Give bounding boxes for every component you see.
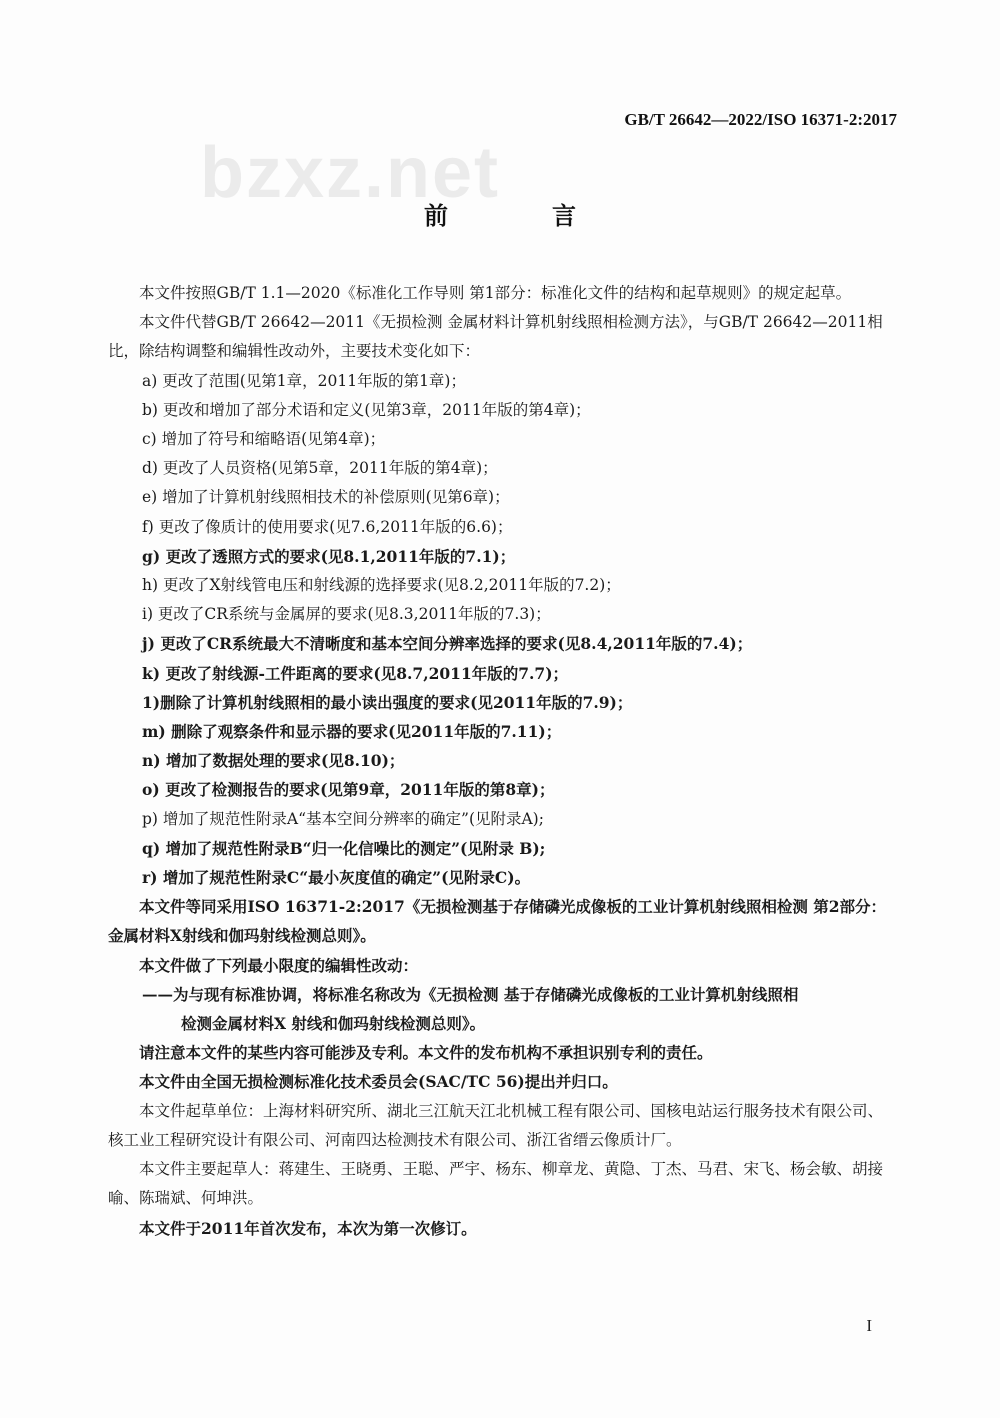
publication-history: 本文件于2011年首次发布，本次为第一次修订。 <box>139 1218 477 1238</box>
edit-item-line-1: ——为与现有标准协调，将标准名称改为《无损检测 基于存储磷光成像板的工业计算机射线照相 <box>142 984 799 1004</box>
edit-intro: 本文件做了下列最小限度的编辑性改动： <box>139 955 419 975</box>
adoption-statement: 本文件等同采用ISO 16371-2:2017《无损检测基于存储磷光成像板的工业计算机射线照相检测 第2部分：金属材料X射线和伽玛射线检测总则》。 <box>108 897 887 946</box>
change-item-q: q) 增加了规范性附录B“归一化信噪比的测定”(见附录 B); <box>142 838 546 858</box>
change-item-e: e) 增加了计算机射线照相技术的补偿原则(见第6章)； <box>142 488 510 507</box>
change-item-d: d) 更改了人员资格(见第5章，2011年版的第4章)； <box>142 459 498 478</box>
patent-notice: 请注意本文件的某些内容可能涉及专利。本文件的发布机构不承担识别专利的责任。 <box>139 1043 713 1063</box>
change-item-b: b) 更改和增加了部分术语和定义(见第3章，2011年版的第4章)； <box>142 400 591 419</box>
drafters: 本文件主要起草人：蒋建生、王晓勇、王聪、严宇、杨东、柳章龙、黄隐、丁杰、马君、宋飞、杨会敏、胡接喻、陈瑞斌、何坤洪。 <box>108 1160 884 1208</box>
change-item-i: i) 更改了CR系统与金属屏的要求(见8.3,2011年版的7.3)； <box>142 605 551 624</box>
page-number: I <box>866 1316 872 1335</box>
change-item-m: m) 删除了观察条件和显示器的要求(见2011年版的7.11)； <box>142 722 562 742</box>
document-body <box>108 279 898 1243</box>
change-item-g: g) 更改了透照方式的要求(见8.1,2011年版的7.1)； <box>142 546 516 566</box>
edit-item-line-2: 检测金属材料X 射线和伽玛射线检测总则》。 <box>181 1014 486 1034</box>
change-item-r: r) 增加了规范性附录C“最小灰度值的确定”(见附录C)。 <box>142 868 531 888</box>
change-item-h: h) 更改了X射线管电压和射线源的选择要求(见8.2,2011年版的7.2)； <box>142 576 621 595</box>
page-title: 前 言 <box>424 202 616 230</box>
intro-paragraph-2: 本文件代替GB/T 26642—2011《无损检测 金属材料计算机射线照相检测方法》，与GB/T 26642—2011相比，除结构调整和编辑性改动外，主要技术变化如下： <box>108 313 883 361</box>
change-item-c: c) 增加了符号和缩略语(见第4章)； <box>142 430 386 449</box>
change-item-l: 1)删除了计算机射线照相的最小读出强度的要求(见2011年版的7.9)； <box>142 692 633 712</box>
change-item-f: f) 更改了像质计的使用要求(见7.6,2011年版的6.6)； <box>142 517 513 536</box>
change-item-n: n) 增加了数据处理的要求(见8.10)； <box>142 751 405 771</box>
change-item-o: o) 更改了检测报告的要求(见第9章，2011年版的第8章)； <box>142 780 555 800</box>
drafting-units: 本文件起草单位：上海材料研究所、湖北三江航天江北机械工程有限公司、国核电站运行服务技术有限公司、核工业工程研究设计有限公司、河南四达检测技术有限公司、浙江省缙云像质计厂。 <box>108 1101 884 1149</box>
proposer-statement: 本文件由全国无损检测标准化技术委员会(SAC/TC 56)提出并归口。 <box>139 1072 618 1092</box>
change-item-p: p) 增加了规范性附录A“基本空间分辨率的确定”(见附录A); <box>142 809 544 828</box>
standard-number: GB/T 26642—2022/ISO 16371-2:2017 <box>624 110 897 129</box>
change-item-j: j) 更改了CR系统最大不清晰度和基本空间分辨率选择的要求(见8.4,2011年版的7.4)； <box>142 634 753 654</box>
intro-paragraph-1: 本文件按照GB/T 1.1—2020《标准化工作导则 第1部分：标准化文件的结构和起草规则》的规定起草。 <box>139 284 852 302</box>
watermark: bzxz.net <box>200 133 501 213</box>
change-item-a: a) 更改了范围(见第1章，2011年版的第1章)； <box>142 371 466 390</box>
change-item-k: k) 更改了射线源-工件距离的要求(见8.7,2011年版的7.7)； <box>142 663 569 683</box>
